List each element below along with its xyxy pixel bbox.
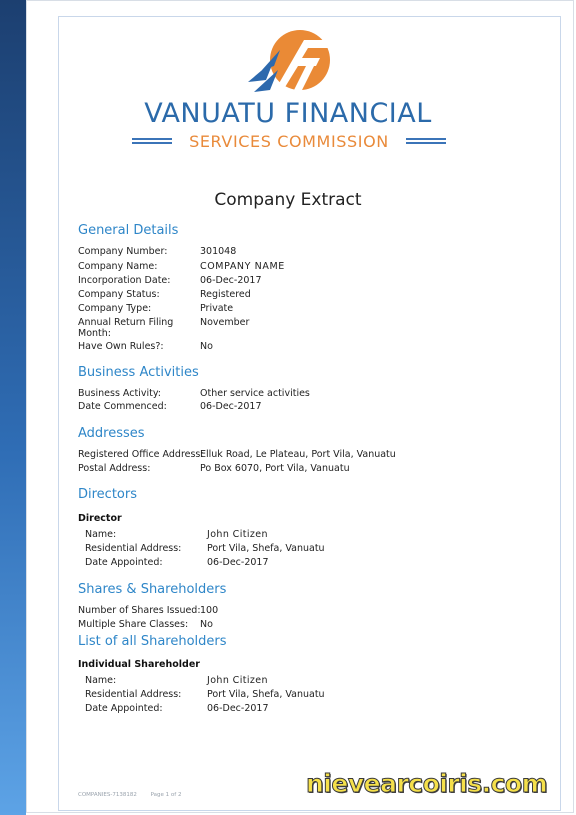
value-business-activity: Other service activities	[200, 388, 310, 399]
logo-sub-block	[132, 132, 446, 152]
logo-main-text: VANUATU FINANCIAL	[144, 98, 432, 129]
shareholders-heading: List of all Shareholders	[78, 634, 227, 649]
logo-rule-right	[406, 138, 446, 140]
label-business-activity: Business Activity:	[78, 388, 161, 399]
label-shareholder-address: Residential Address:	[85, 689, 182, 700]
shareholder-subheading: Individual Shareholder	[78, 659, 200, 670]
label-shares-issued: Number of Shares Issued:	[78, 605, 201, 616]
label-director-name: Name:	[85, 529, 117, 540]
value-date-commenced: 06-Dec-2017	[200, 401, 262, 412]
value-shareholder-address: Port Vila, Shefa, Vanuatu	[207, 689, 325, 700]
label-director-appointed: Date Appointed:	[85, 557, 163, 568]
value-director-appointed: 06-Dec-2017	[207, 557, 269, 568]
value-shareholder-appointed: 06-Dec-2017	[207, 703, 269, 714]
shares-heading: Shares & Shareholders	[78, 582, 227, 597]
page-title: Company Extract	[214, 190, 362, 210]
label-shareholder-appointed: Date Appointed:	[85, 703, 163, 714]
label-company-name: Company Name:	[78, 261, 158, 272]
value-shares-issued: 100	[200, 605, 219, 616]
business-activities-heading: Business Activities	[78, 365, 199, 380]
value-company-status: Registered	[200, 289, 251, 300]
footer-page-number: Page 1 of 2	[150, 792, 182, 798]
label-date-commenced: Date Commenced:	[78, 401, 167, 412]
label-registered-office: Registered Office Address:	[78, 449, 204, 460]
directors-heading: Directors	[78, 487, 137, 502]
value-company-name: COMPANY NAME	[200, 261, 285, 272]
value-registered-office: Elluk Road, Le Plateau, Port Vila, Vanuatu	[200, 449, 396, 460]
label-company-type: Company Type:	[78, 303, 152, 314]
vfsc-logo-emblem-icon	[244, 30, 334, 96]
value-director-name: John Citizen	[207, 529, 268, 540]
label-company-status: Company Status:	[78, 289, 160, 300]
value-annual-return: November	[200, 317, 250, 328]
value-director-address: Port Vila, Shefa, Vanuatu	[207, 543, 325, 554]
value-company-type: Private	[200, 303, 234, 314]
value-postal-address: Po Box 6070, Port Vila, Vanuatu	[200, 463, 350, 474]
label-annual-return: Annual Return Filing	[78, 317, 174, 328]
footer-reference: COMPANIES-7138182	[78, 792, 137, 798]
value-own-rules: No	[200, 341, 213, 352]
label-multiple-classes: Multiple Share Classes:	[78, 619, 189, 630]
label-postal-address: Postal Address:	[78, 463, 151, 474]
value-company-number: 301048	[200, 246, 237, 257]
addresses-heading: Addresses	[78, 426, 145, 441]
watermark-text: nievearcoiris.com	[306, 769, 548, 798]
value-incorporation-date: 06-Dec-2017	[200, 275, 262, 286]
general-details-heading: General Details	[78, 223, 179, 238]
value-multiple-classes: No	[200, 619, 213, 630]
label-own-rules: Have Own Rules?:	[78, 341, 164, 352]
label-shareholder-name: Name:	[85, 675, 117, 686]
label-director-address: Residential Address:	[85, 543, 182, 554]
label-company-number: Company Number:	[78, 246, 168, 257]
label-incorporation-date: Incorporation Date:	[78, 275, 171, 286]
logo-sub-text: SERVICES COMMISSION	[189, 132, 389, 151]
page-footer	[78, 792, 193, 798]
director-subheading: Director	[78, 513, 122, 524]
label-annual-return-month: Month:	[78, 328, 111, 339]
value-shareholder-name: John Citizen	[207, 675, 268, 686]
